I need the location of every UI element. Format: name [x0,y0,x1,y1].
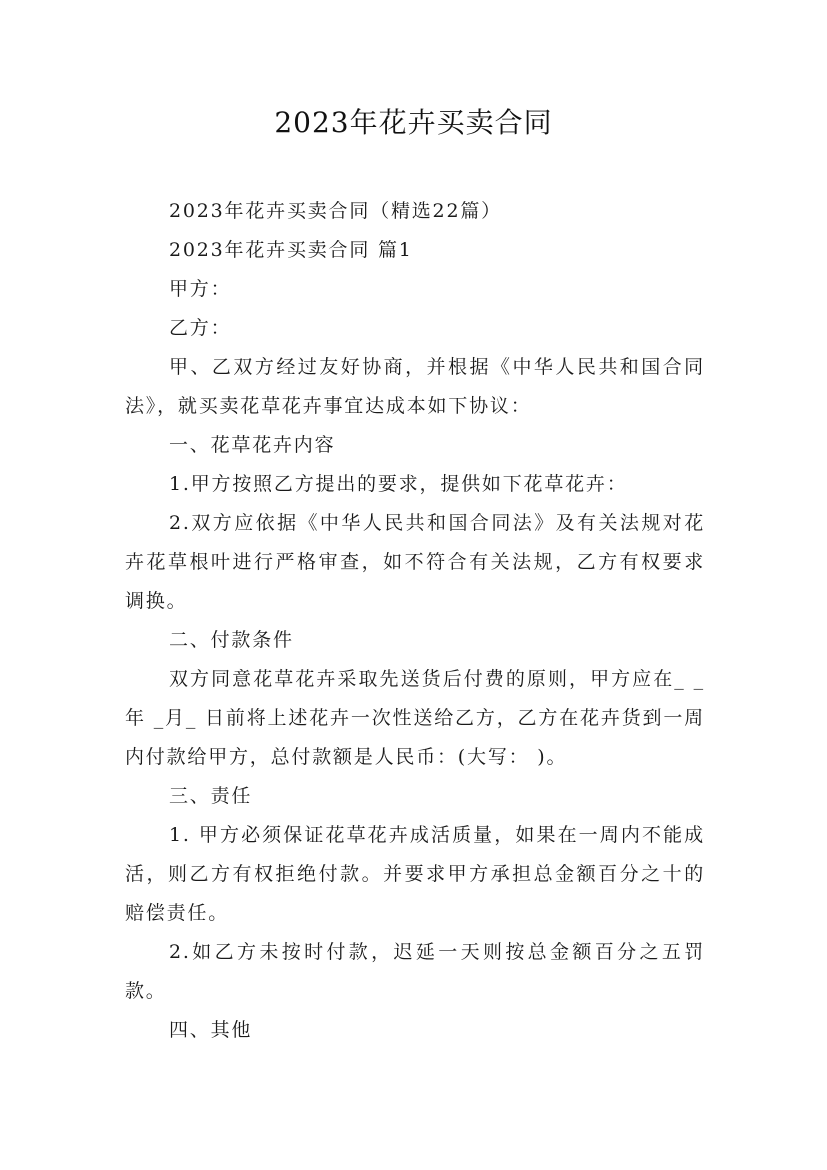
paragraph-section-heading: 2023年花卉买卖合同 篇1 [169,239,413,261]
party-b-line: 乙方： [169,317,232,339]
document-body [125,192,705,1050]
paragraph-preamble: 甲、乙双方经过友好协商，并根据《中华人民共和国合同法》，就买卖花草花卉事宜达成本如下协议： [125,356,705,417]
heading-section-1: 一、花草花卉内容 [169,434,336,456]
clause-3-2: 2.如乙方未按时付款，迟延一天则按总金额百分之五罚款。 [125,941,705,1002]
party-a-line: 甲方： [169,278,232,300]
heading-section-3: 三、责任 [169,785,253,807]
clause-2-1: 双方同意花草花卉采取先送货后付费的原则，甲方应在_ _年 _月_ 日前将上述花卉一次性送给乙方，乙方在花卉货到一周内付款给甲方，总付款额是人民币：(大写： )。 [125,668,705,768]
heading-section-2: 二、付款条件 [169,629,294,651]
paragraph-subtitle: 2023年花卉买卖合同（精选22篇） [169,200,502,222]
document-title: 2023年花卉买卖合同 [274,106,553,139]
clause-1-1: 1.甲方按照乙方提出的要求，提供如下花草花卉： [169,473,628,495]
clause-1-2: 2.双方应依据《中华人民共和国合同法》及有关法规对花卉花草根叶进行严格审查，如不符合有关法规，乙方有权要求调换。 [125,512,705,612]
heading-section-4: 四、其他 [169,1019,253,1041]
clause-3-1: 1. 甲方必须保证花草花卉成活质量，如果在一周内不能成活，则乙方有权拒绝付款。并要求甲方承担总金额百分之十的赔偿责任。 [125,824,705,924]
